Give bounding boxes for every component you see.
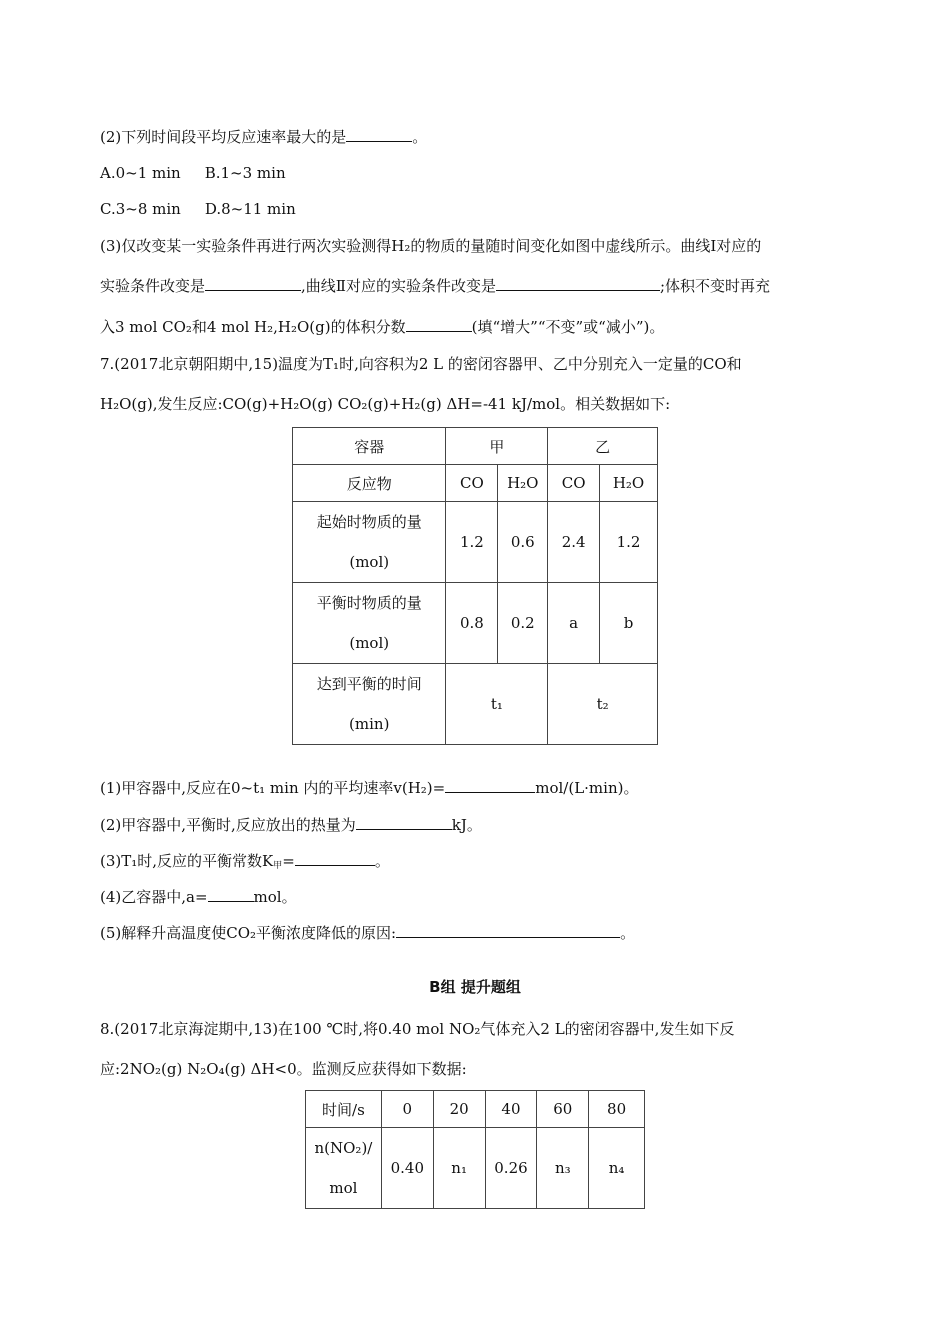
q6-part2-text: (2)下列时间段平均反应速率最大的是 — [100, 128, 347, 146]
option-a: A.0~1 min — [100, 164, 181, 182]
table-row: 起始时物质的量 (mol) 1.2 0.6 2.4 1.2 — [293, 502, 658, 583]
q8-stem-line1: 8.(2017北京海淀期中,13)在100 ℃时,将0.40 mol NO₂气体充入2 L的密闭容器中,发生如下反 — [100, 1020, 735, 1038]
answer-blank — [295, 851, 375, 866]
option-b: B.1~3 min — [204, 164, 286, 182]
answer-blank — [208, 887, 254, 902]
q8-data-table — [305, 1090, 645, 1209]
answer-blank — [205, 276, 301, 291]
q6-part2: (2)下列时间段平均反应速率最大的是 。 — [100, 128, 428, 146]
table-row: 时间/s 0 20 40 60 80 — [306, 1091, 645, 1128]
q6-options-ab — [100, 163, 286, 183]
option-d: D.8~11 min — [204, 200, 296, 218]
table-row: 达到平衡的时间 (min) t₁ t₂ — [293, 664, 658, 745]
q7-stem-line2: H₂O(g),发生反应:CO(g)+H₂O(g) CO₂(g)+H₂(g) ΔH=-41 kJ/mol。相关数据如下: — [100, 395, 671, 413]
q7-sub2: (2)甲容器中,平衡时,反应放出的热量为 kJ。 — [100, 816, 482, 834]
q7-stem-line1: 7.(2017北京朝阳期中,15)温度为T₁时,向容积为2 L 的密闭容器甲、乙中分别充入一定量的CO和 — [100, 355, 742, 373]
q7-sub1: (1)甲容器中,反应在0~t₁ min 内的平均速率v(H₂)= mol/(L·min)。 — [100, 779, 639, 797]
table-row: 容器 甲 乙 — [293, 428, 658, 465]
option-c: C.3~8 min — [100, 200, 181, 218]
q7-sub4: (4)乙容器中,a= mol。 — [100, 888, 297, 906]
q6-part3-line3: 入3 mol CO₂和4 mol H₂,H₂O(g)的体积分数 (填“增大”“不变”或“减小”)。 — [100, 318, 665, 336]
q7-sub3: (3)T₁时,反应的平衡常数$K_甲=$ 。 — [100, 852, 390, 871]
answer-blank — [346, 127, 412, 142]
answer-blank — [496, 276, 660, 291]
group-b-heading: B组 提升题组 — [429, 978, 521, 996]
q6-options-cd — [100, 199, 296, 219]
answer-blank — [356, 815, 452, 830]
answer-blank — [445, 778, 535, 793]
table-row: 反应物 CO H₂O CO H₂O — [293, 465, 658, 502]
q8-stem-line2: 应:2NO₂(g) N₂O₄(g) ΔH<0。监测反应获得如下数据: — [100, 1060, 467, 1078]
q7-data-table — [292, 427, 658, 745]
answer-blank — [406, 317, 472, 332]
q7-sub5: (5)解释升高温度使CO₂平衡浓度降低的原因: 。 — [100, 924, 636, 942]
q6-part3-line1: (3)仅改变某一实验条件再进行两次实验测得H₂的物质的量随时间变化如图中虚线所示。曲线Ⅰ对应的 — [100, 237, 762, 255]
table-row: 平衡时物质的量 (mol) 0.8 0.2 a b — [293, 583, 658, 664]
q6-part3-line2: 实验条件改变是 ,曲线Ⅱ对应的实验条件改变是 ;体积不变时再充 — [100, 277, 771, 295]
table-row: n(NO₂)/ mol 0.40 n₁ 0.26 n₃ n₄ — [306, 1128, 645, 1209]
answer-blank — [396, 923, 620, 938]
